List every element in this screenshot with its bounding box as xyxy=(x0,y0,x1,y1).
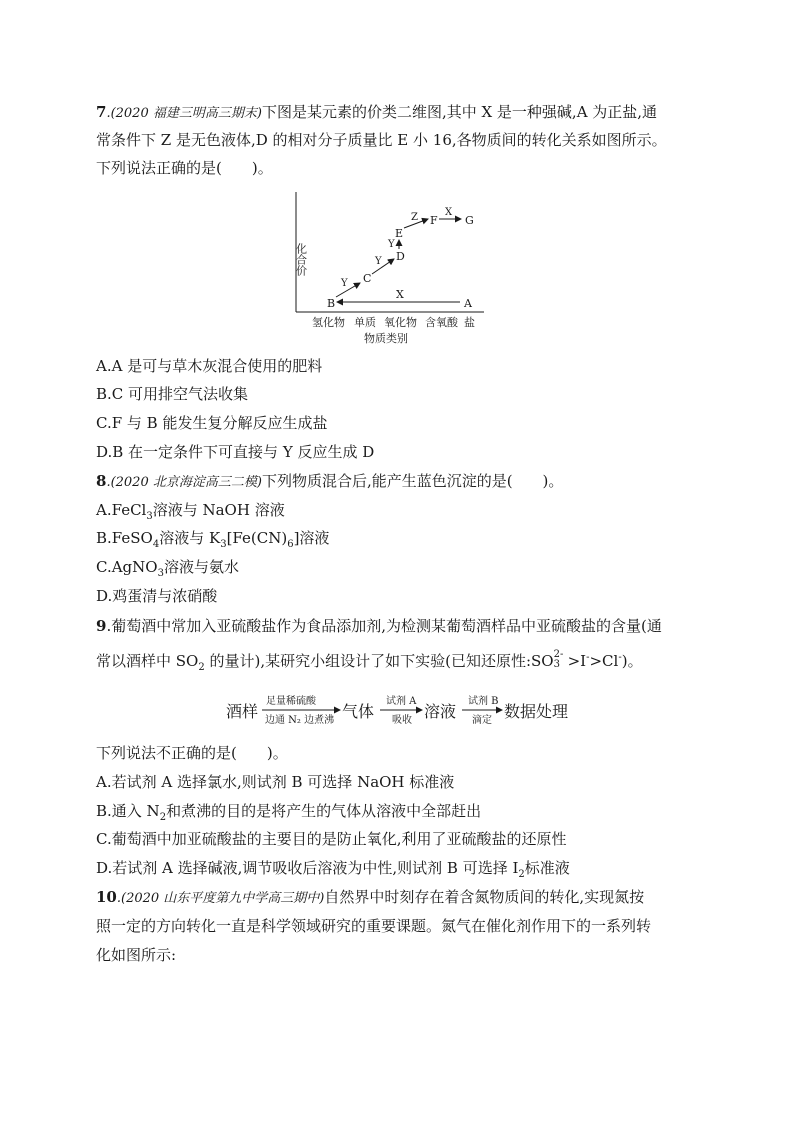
arrow-label-bottom: 边通 N₂ 边煮沸 xyxy=(265,715,335,726)
question-text: 下图是某元素的价类二维图,其中 X 是一种强碱,A 为正盐,通 xyxy=(261,103,658,121)
q7-option-c: C.F 与 B 能发生复分解反应生成盐 xyxy=(96,414,328,432)
tick-label: 单质 xyxy=(354,316,376,329)
question-source: .(2020 山东平度第九中学高三期中) xyxy=(116,891,325,906)
edge-label: Y xyxy=(388,239,395,250)
q8-option-d: D.鸡蛋清与浓硝酸 xyxy=(96,587,218,605)
q8-option-c: C.AgNO$_3$溶液与氨水 xyxy=(96,558,239,579)
question-text: .葡萄酒中常加入亚硫酸盐作为食品添加剂,为检测某葡萄酒样品中亚硫酸盐的含量(通 xyxy=(106,617,662,635)
q7-option-b: B.C 可用排空气法收集 xyxy=(96,385,249,403)
flow-node: 气体 xyxy=(342,702,375,721)
q9-option-d: D.若试剂 A 选择碱液,调节吸收后溶液为中性,则试剂 B 可选择 $I_2$标准液 xyxy=(96,859,570,880)
node-a: A xyxy=(464,297,472,310)
q7-line-2: 常条件下 Z 是无色液体,D 的相对分子质量比 E 小 16,各物质间的转化关系如图所示。 xyxy=(96,131,667,149)
q9-stem: 下列说法不正确的是( )。 xyxy=(96,744,288,762)
flow-node: 溶液 xyxy=(424,702,457,721)
q7-line-3: 下列说法正确的是( )。 xyxy=(96,159,273,177)
arrow-b-c xyxy=(336,283,360,297)
q7-option-a: A.A 是可与草木灰混合使用的肥料 xyxy=(96,357,323,375)
node-b: B xyxy=(327,297,336,310)
q7-option-d: D.B 在一定条件下可直接与 Y 反应生成 D xyxy=(96,443,375,461)
valence-class-diagram xyxy=(280,186,500,348)
tick-label: 氢化物 xyxy=(312,316,345,329)
tick-label: 氧化物 xyxy=(384,316,417,329)
question-text: 下列物质混合后,能产生蓝色沉淀的是( )。 xyxy=(261,472,564,490)
node-d: D xyxy=(396,250,405,263)
q9-option-b: B.通入 $N_2$和煮沸的目的是将产生的气体从溶液中全部赶出 xyxy=(96,802,482,823)
node-g: G xyxy=(465,214,474,227)
x-axis-label: 物质类别 xyxy=(364,332,408,345)
edge-label: Z xyxy=(411,212,418,223)
node-f: F xyxy=(430,214,438,227)
question-number: 10 xyxy=(96,888,117,906)
q9-line-1 xyxy=(96,616,662,636)
edge-label: Y xyxy=(375,256,382,267)
question-source: .(2020 福建三明高三期末) xyxy=(106,106,262,121)
arrow-label-top: 试剂 A xyxy=(386,696,417,707)
q9-option-c: C.葡萄酒中加亚硫酸盐的主要目的是防止氧化,利用了亚硫酸盐的还原性 xyxy=(96,830,567,848)
arrow-label-bottom: 吸收 xyxy=(392,715,412,726)
q8-option-a: A.FeCl$_3$溶液与 NaOH 溶液 xyxy=(96,501,285,522)
q7-line-1 xyxy=(96,102,657,124)
flow-node: 数据处理 xyxy=(504,702,569,721)
q8-stem xyxy=(96,471,563,493)
question-number: 7 xyxy=(96,103,107,121)
edge-label: X xyxy=(445,207,453,218)
question-source: .(2020 北京海淀高三二模) xyxy=(106,475,262,490)
y-axis-label: 化合价 xyxy=(294,243,308,276)
node-e: E xyxy=(395,227,404,240)
edge-label: X xyxy=(396,288,404,301)
q9-option-a: A.若试剂 A 选择氯水,则试剂 B 可选择 NaOH 标准液 xyxy=(96,773,455,791)
arrow-label-top: 试剂 B xyxy=(468,696,499,707)
arrow-label-bottom: 滴定 xyxy=(472,715,492,726)
edge-label: Y xyxy=(341,278,348,289)
q10-line-1 xyxy=(96,887,644,909)
question-text: 自然界中时刻存在着含氮物质间的转化,实现氮按 xyxy=(324,888,645,906)
q10-line-2: 照一定的方向转化一直是科学领域研究的重要课题。氮气在催化剂作用下的一系列转 xyxy=(96,917,652,935)
tick-label: 含氧酸 xyxy=(425,316,458,329)
arrow-label-top: 足量稀硫酸 xyxy=(266,696,316,707)
node-c: C xyxy=(363,272,372,285)
tick-label: 盐 xyxy=(464,316,475,329)
q8-option-b: B.FeSO$_4$溶液与 $K_3[Fe(CN)_6]$溶液 xyxy=(96,529,330,550)
q10-line-3: 化如图所示: xyxy=(96,946,177,964)
flow-node: 酒样 xyxy=(226,702,259,721)
q9-line-2: 常以酒样中 $SO_2$ 的量计),某研究小组设计了如下实验(已知还原性:SO 2- 3 >I->Cl-)。 xyxy=(96,649,643,673)
question-number: 9 xyxy=(96,617,107,635)
question-number: 8 xyxy=(96,472,107,490)
experiment-flow xyxy=(222,692,582,728)
